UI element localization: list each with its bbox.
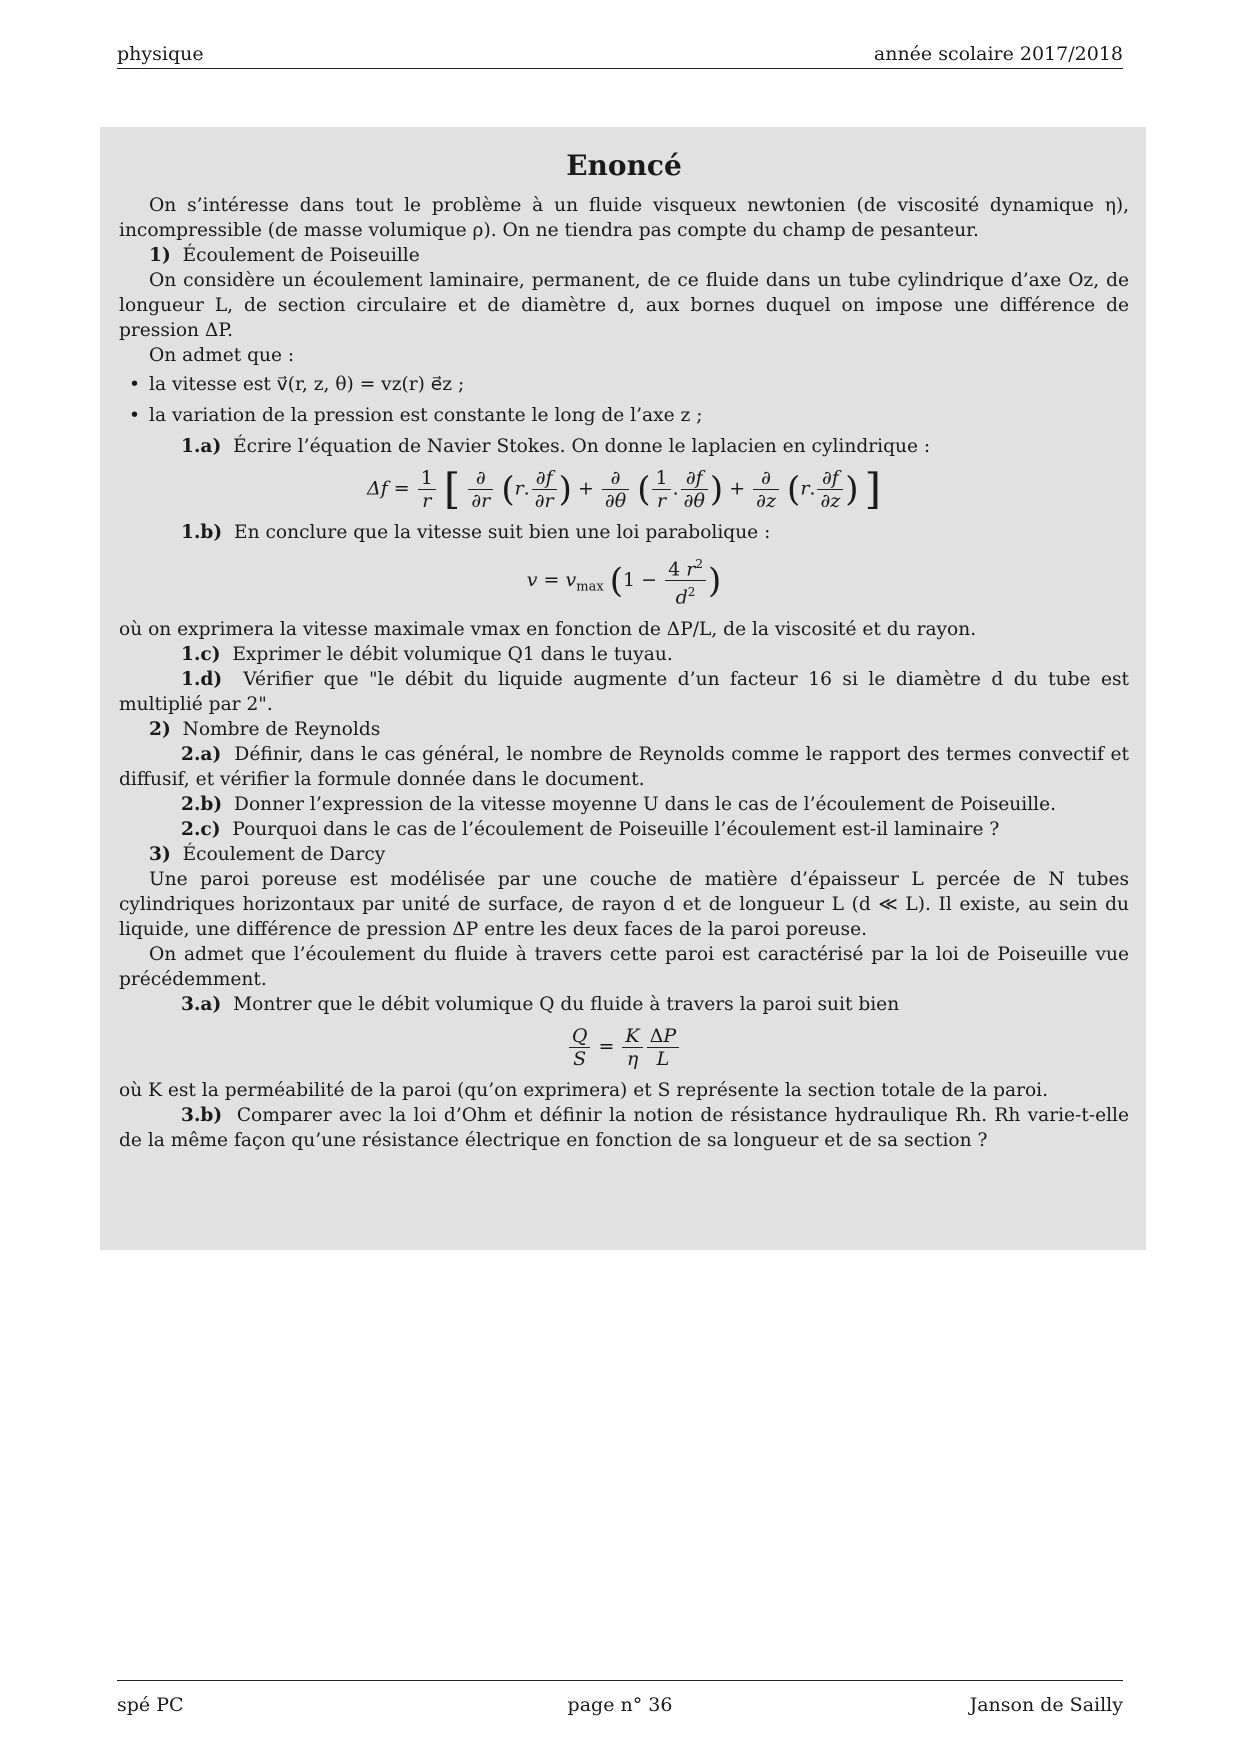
question-3b-text: Comparer avec la loi d’Ohm et définir la notion de résistance hydraulique Rh. Rh varie-t-elle de la même façon qu’une résistance électrique en fonction de sa longueur et de sa section ? (119, 1104, 1129, 1151)
section-2-title: Nombre de Reynolds (182, 718, 381, 740)
question-2c-number: 2.c) (181, 818, 221, 840)
question-1d-number: 1.d) (181, 668, 223, 690)
question-1b-followup: où on exprimera la vitesse maximale vmax en fonction de ΔP/L, de la viscosité et du rayon. (119, 618, 977, 640)
section-3-heading (119, 842, 1129, 867)
question-2a (119, 742, 1129, 792)
section-1-paragraph-2: On admet que : (149, 345, 295, 366)
question-2b-text: Donner l’expression de la vitesse moyenne U dans le cas de l’écoulement de Poiseuille. (234, 793, 1057, 815)
section-3-paragraph-1: Une paroi poreuse est modélisée par une couche de matière d’épaisseur L percée de N tubes cylindriques horizontaux par unité de surface, de rayon d et de longueur L (d ≪ L). Il existe, au sein du liquide, une différence de pression ΔP entre les deux faces de la paroi poreuse. (119, 868, 1129, 940)
section-1-title: Écoulement de Poiseuille (182, 245, 420, 266)
bullet-dot-icon: • (129, 374, 140, 395)
section-1-paragraph-1: On considère un écoulement laminaire, permanent, de ce fluide dans un tube cylindrique d’axe Oz, de longueur L, de section circulaire et de diamètre d, aux bornes duquel on impose une différence de pression ΔP. (119, 270, 1129, 341)
section-3-title: Écoulement de Darcy (182, 843, 386, 865)
intro-paragraph: On s’intéresse dans tout le problème à un fluide visqueux newtonien (de viscosité dynamique η), incompressible (de masse volumique ρ). On ne tiendra pas compte du champ de pesanteur. (119, 195, 1129, 241)
question-2c-text: Pourquoi dans le cas de l’écoulement de Poiseuille l’écoulement est-il laminaire ? (232, 818, 1000, 840)
bullet-velocity (119, 372, 1129, 397)
header-school-year: année scolaire 2017/2018 (873, 43, 1123, 65)
section-2-heading (119, 717, 1129, 742)
section-2-number: 2) (149, 718, 171, 740)
question-3b-number: 3.b) (181, 1104, 223, 1126)
question-1c-text: Exprimer le débit volumique Q1 dans le tuyau. (232, 643, 673, 665)
question-1a (119, 434, 1129, 459)
statement-box (100, 127, 1146, 1250)
question-1a-text: Écrire l’équation de Navier Stokes. On donne le laplacien en cylindrique : (233, 436, 931, 457)
section-1-heading (119, 243, 1129, 268)
page-footer (117, 1680, 1123, 1716)
question-3a-text: Montrer que le débit volumique Q du fluide à travers la paroi suit bien (233, 993, 900, 1015)
question-2b (119, 792, 1129, 817)
footer-school: Janson de Sailly (969, 1694, 1123, 1716)
statement-title: Enoncé (566, 149, 682, 182)
page-header (117, 42, 1123, 69)
question-1b-text: En conclure que la vitesse suit bien une loi parabolique : (234, 522, 771, 543)
section-1-number: 1) (149, 245, 171, 266)
question-3a-number: 3.a) (181, 993, 222, 1015)
parabolic-velocity-equation: $v = v_{max}$ (1 − $\frac{4 r^2}{d^2}$ ) (119, 553, 1129, 609)
question-1b (119, 520, 1129, 545)
question-1c-number: 1.c) (181, 643, 221, 665)
question-3a-followup: où K est la perméabilité de la paroi (qu’on exprimera) et S représente la section totale de la paroi. (119, 1079, 1049, 1101)
question-3a (119, 992, 1129, 1017)
question-1d-text: Vérifier que "le débit du liquide augmente d’un facteur 16 si le diamètre d du tube est multiplié par 2". (119, 668, 1129, 715)
question-1a-number: 1.a) (181, 436, 222, 457)
question-3b (119, 1103, 1129, 1153)
laplacian-equation: Δf = $\frac{1}{r}$ [ $\frac{\partial}{\partial r}$ (r. $\frac{\partial f}{\partial r}$ ) + $\frac{\partial}{\partial\theta}$ ( $\frac{1}{r}$ . $\frac{\partial f}{\partial\theta}$ ) + $\frac{\partial}{\partial z}$ (r. $\frac{\partial f}{\partial z}$ ) ] (367, 464, 881, 514)
footer-page-number: page n° 36 (567, 1694, 673, 1716)
darcy-law-equation: $\frac{Q}{S}$ = $\frac{K}{\eta}$ $\frac{\Delta P}{L}$ (119, 1025, 1129, 1070)
bullet-pressure-text: la variation de la pression est constante le long de l’axe z ; (149, 405, 703, 426)
bullet-dot-icon: • (129, 405, 140, 426)
question-2c (119, 817, 1129, 842)
header-subject: physique (117, 43, 204, 65)
question-1d (119, 667, 1129, 717)
section-3-paragraph-2: On admet que l’écoulement du fluide à travers cette paroi est caractérisé par la loi de Poiseuille vue précédemment. (119, 943, 1129, 990)
question-2b-number: 2.b) (181, 793, 223, 815)
question-2a-text: Définir, dans le cas général, le nombre de Reynolds comme le rapport des termes convectif et diffusif, et vérifier la formule donnée dans le document. (119, 743, 1130, 790)
bullet-pressure (119, 403, 1129, 428)
footer-class: spé PC (117, 1694, 184, 1716)
bullet-velocity-text: la vitesse est v⃗(r, z, θ) = vz(r) e⃗z ; (149, 374, 465, 395)
question-1c (119, 642, 1129, 667)
question-1b-number: 1.b) (181, 522, 223, 543)
section-3-number: 3) (149, 843, 171, 865)
question-2a-number: 2.a) (181, 743, 222, 765)
